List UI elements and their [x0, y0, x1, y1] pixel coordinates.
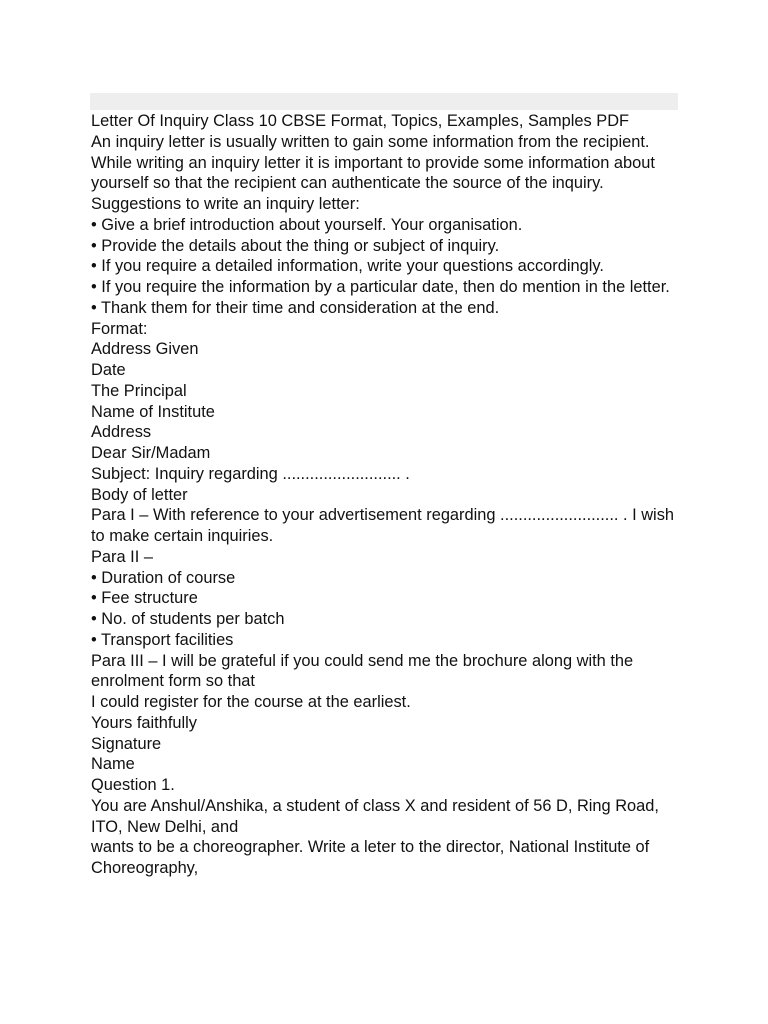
format-line: Name of Institute	[91, 402, 215, 421]
suggestion-item: • Provide the details about the thing or subject of inquiry.	[91, 236, 500, 255]
header-bar	[90, 93, 678, 110]
format-line: Date	[91, 361, 126, 379]
format-line: Subject: Inquiry regarding .......................... .	[91, 464, 410, 483]
question-text: wants to be a choreographer. Write a leter to the director, National Institute of Choreography,	[91, 838, 650, 877]
suggestion-item: • If you require a detailed information, write your questions accordingly.	[91, 257, 604, 276]
suggestion-item: • Thank them for their time and consideration at the end.	[91, 298, 500, 317]
format-heading: Format:	[91, 319, 148, 338]
format-line: Address	[91, 423, 152, 442]
format-line: The Principal	[91, 381, 187, 400]
closing-line: Signature	[91, 734, 162, 753]
format-line: Address Given	[91, 340, 199, 359]
para-two-item: • No. of students per batch	[91, 610, 285, 628]
format-line: Body of letter	[91, 485, 188, 504]
para-three: Para III – I will be grateful if you could send me the brochure along with the enrolment form so that	[91, 651, 634, 691]
suggestions-heading: Suggestions to write an inquiry letter:	[91, 195, 360, 213]
closing-line: Yours faithfully	[91, 713, 197, 732]
suggestion-item: • Give a brief introduction about yourself. Your organisation.	[91, 215, 523, 234]
para-two-item: • Duration of course	[91, 568, 236, 587]
para-two-item: • Transport facilities	[91, 630, 234, 649]
intro-paragraph: An inquiry letter is usually written to gain some information from the recipient. While writing an inquiry letter it is important to provide some information about yourself so that the recipient can authenticate the source of the inquiry.	[91, 132, 655, 193]
para-two-heading: Para II –	[91, 547, 153, 566]
question-text: You are Anshul/Anshika, a student of class X and resident of 56 D, Ring Road, ITO, New Delhi, and	[91, 796, 659, 836]
para-one: Para I – With reference to your advertisement regarding .......................... . I wish to make certain inquiries.	[91, 506, 675, 545]
format-line: Dear Sir/Madam	[91, 444, 211, 462]
document-title: Letter Of Inquiry Class 10 CBSE Format, Topics, Examples, Samples PDF	[91, 112, 630, 130]
suggestion-item: • If you require the information by a particular date, then do mention in the letter.	[91, 278, 670, 296]
question-heading: Question 1.	[91, 776, 175, 794]
closing-line: Name	[91, 755, 135, 774]
para-three-continued: I could register for the course at the earliest.	[91, 693, 411, 711]
para-two-item: • Fee structure	[91, 589, 198, 608]
document-body	[91, 111, 681, 879]
